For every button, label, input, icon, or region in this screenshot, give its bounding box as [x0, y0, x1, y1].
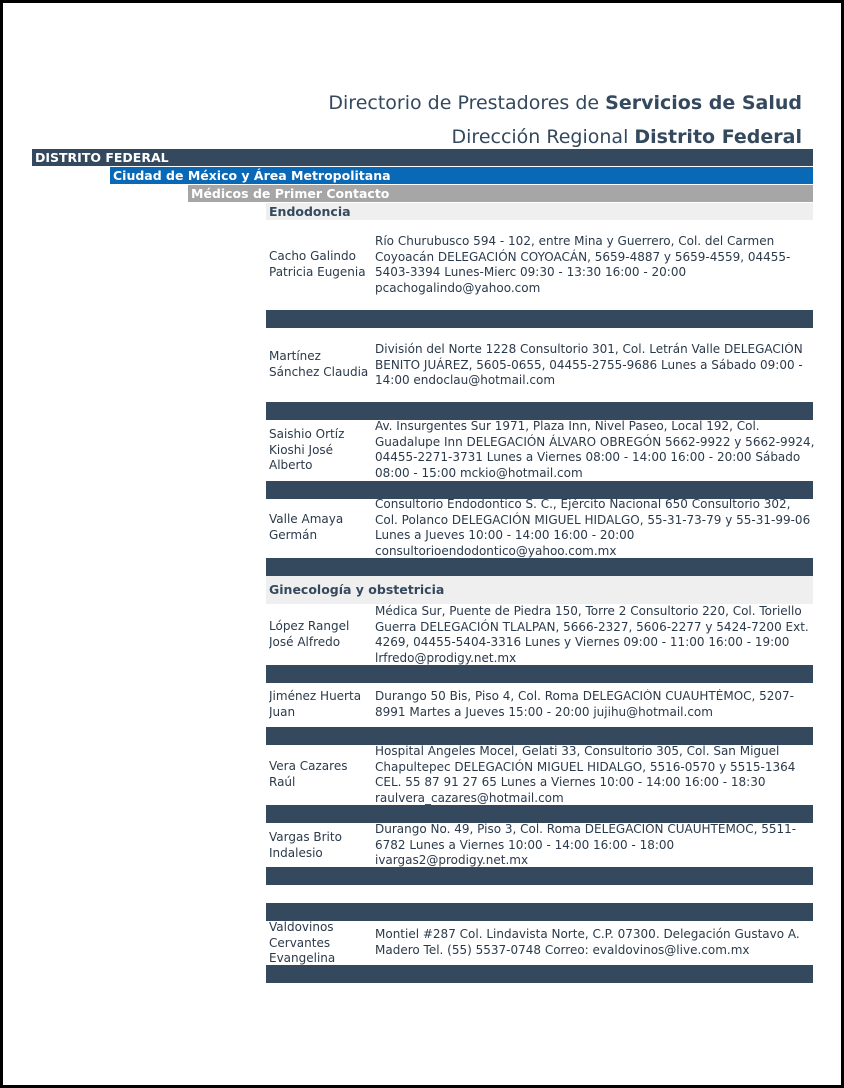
provider-details: Montiel #287 Col. Lindavista Norte, C.P. 07300. Delegación Gustavo A. Madero Tel. (55) 5537-0748 Correo: evaldovinos@live.com.mx	[375, 927, 800, 957]
row-separator	[266, 558, 813, 576]
row-separator	[266, 867, 813, 885]
provider-name: Cacho Galindo Patricia Eugenia	[269, 249, 366, 279]
area-bar: Ciudad de México y Área Metropolitana	[110, 167, 813, 184]
provider-name: Saishio Ortíz Kioshi José Alberto	[269, 427, 345, 472]
regional-title	[452, 126, 802, 148]
row-separator	[266, 310, 813, 328]
regional-title-bold: Distrito Federal	[634, 126, 802, 148]
provider-name: Martínez Sánchez Claudia	[269, 349, 369, 379]
provider-details: División del Norte 1228 Consultorio 301, Col. Letrán Valle DELEGACIÓN BENITO JUÁREZ, 5605-0655, 04455-2755-9686 Lunes a Sábado 09:00 - 14:00 endoclau@hotmail.com	[375, 342, 803, 387]
provider-details: Río Churubusco 594 - 102, entre Mina y Guerrero, Col. del Carmen Coyoacán DELEGACIÓN COYOACÁN, 5659-4887 y 5659-4559, 04455-5403-3394 Lunes-Mierc 09:30 - 13:30 16:00 - 20:00 pcachogalindo@yahoo.com	[375, 234, 791, 295]
provider-name: Jiménez Huerta Juan	[269, 689, 362, 719]
provider-name: Valdovinos Cervantes Evangelina	[269, 920, 336, 965]
provider-details: Av. Insurgentes Sur 1971, Plaza Inn, Nivel Paseo, Local 192, Col. Guadalupe Inn DELEGACIÓN ÁLVARO OBREGÓN 5662-9922 y 5662-9924, 04455-2271-3731 Lunes a Viernes 08:00 - 14:00 16:00 - 20:00 Sábado 08:00 - 15:00 mckio@hotmail.com	[375, 419, 815, 480]
provider-name: López Rangel José Alfredo	[269, 619, 350, 649]
row-separator	[266, 903, 813, 921]
category-endodoncia: Endodoncia	[266, 203, 813, 220]
provider-name: Vera Cazares Raúl	[269, 759, 348, 789]
provider-name: Valle Amaya Germán	[269, 512, 344, 542]
category-ginecologia: Ginecología y obstetricia	[266, 576, 813, 604]
row-separator	[266, 727, 813, 745]
region-bar: DISTRITO FEDERAL	[32, 149, 813, 166]
directory-title	[328, 92, 802, 114]
provider-details: Hospital Ángeles Mocel, Gelati 33, Consultorio 305, Col. San Miguel Chapultepec DELEGACIÓN MIGUEL HIDALGO, 5516-0570 y 5515-1364 CEL. 55 87 91 27 65 Lunes a Viernes 10:00 - 14:00 16:00 - 18:30 raulvera_cazares@hotmail.com	[375, 744, 796, 805]
section-bar: Médicos de Primer Contacto	[188, 185, 813, 202]
row-separator	[266, 805, 813, 823]
regional-title-prefix: Dirección Regional	[451, 126, 635, 148]
provider-name: Vargas Brito Indalesio	[269, 830, 342, 860]
row-separator	[266, 965, 813, 983]
provider-details: Médica Sur, Puente de Piedra 150, Torre 2 Consultorio 220, Col. Toriello Guerra DELEGACIÓN TLALPAN, 5666-2327, 5606-2277 y 5424-7200 Ext. 4269, 04455-5404-3316 Lunes y Viernes 09:00 - 11:00 16:00 - 19:00 lrfredo@prodigy.net.mx	[375, 604, 809, 665]
provider-details: Consultorio Endodontico S. C., Ejército Nacional 650 Consultorio 302, Col. Polanco DELEGACIÓN MIGUEL HIDALGO, 55-31-73-79 y 55-31-99-06 Lunes a Jueves 10:00 - 14:00 16:00 - 20:00 consultorioendodontico@yahoo.com.mx	[375, 497, 811, 558]
directory-title-prefix: Directorio de Prestadores de	[328, 92, 606, 114]
provider-details: Durango No. 49, Piso 3, Col. Roma DELEGACIÓN CUAUHTÉMOC, 5511-6782 Lunes a Viernes 10:00 - 14:00 16:00 - 18:00 ivargas2@prodigy.net.mx	[375, 822, 797, 867]
directory-title-bold: Servicios de Salud	[605, 92, 802, 114]
row-separator	[266, 665, 813, 683]
provider-details: Durango 50 Bis, Piso 4, Col. Roma DELEGACIÓN CUAUHTÉMOC, 5207-8991 Martes a Jueves 15:00 - 20:00 jujihu@hotmail.com	[375, 689, 795, 719]
row-separator	[266, 402, 813, 420]
